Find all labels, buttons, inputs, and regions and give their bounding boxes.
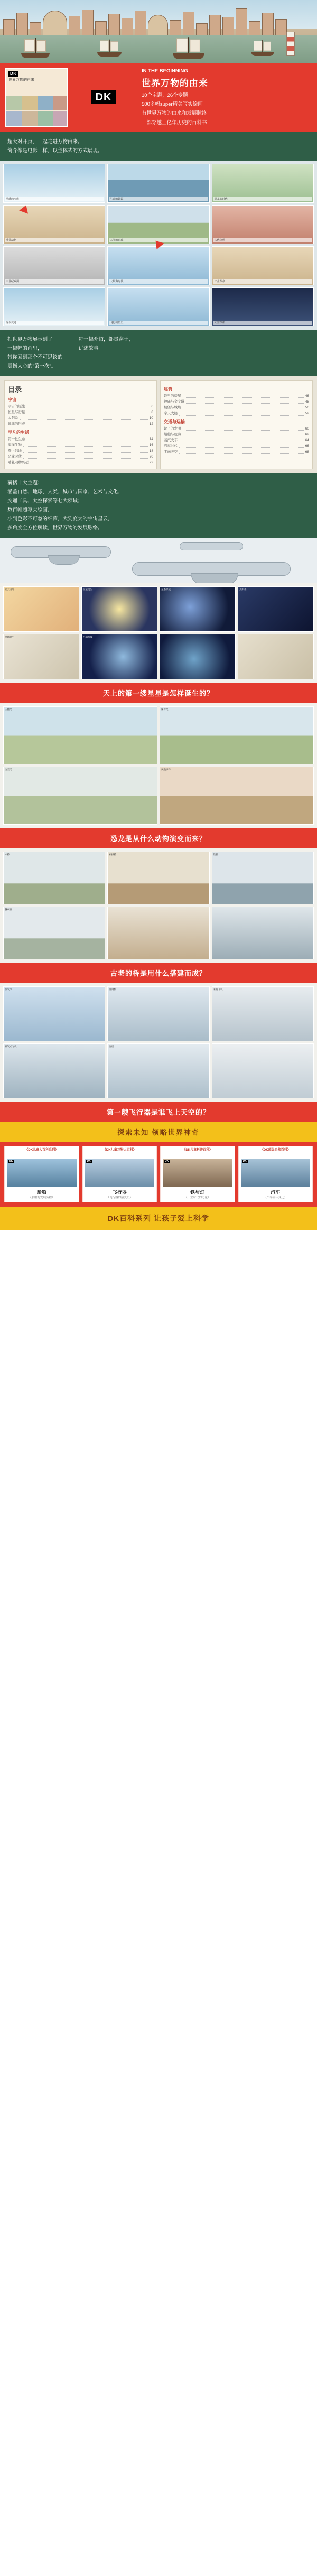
toc-row-label: 哺乳动物兴起 [8, 460, 29, 464]
toc-row-page: 12 [149, 422, 153, 426]
toc-row-label: 第一批生命 [8, 437, 25, 441]
dk-logo: DK [8, 71, 18, 77]
promo-card-series: 《DK超级自然百科》 [260, 1149, 291, 1152]
sailing-ship-icon [251, 39, 274, 56]
toc-row-page: 20 [149, 454, 153, 459]
toc-row[interactable] [164, 405, 309, 410]
banner-bullet-1: 10个主题，26个专题 [142, 92, 188, 98]
related-books-grid [0, 1142, 317, 1207]
panel-caption: 星系形成 [161, 588, 171, 591]
toc-row-page: 48 [305, 400, 309, 404]
book-cover-thumbnail[interactable] [5, 68, 68, 127]
spread-panel[interactable] [3, 907, 105, 959]
spread-thumbnail[interactable] [3, 205, 105, 244]
promo-card-subtitle: （汽车百年变迁） [264, 1196, 287, 1200]
toc-row-page: 6 [151, 405, 153, 409]
promo-card-image [85, 1159, 155, 1187]
dk-logo: DK [87, 1160, 91, 1163]
product-detail-page [0, 0, 317, 1230]
toc-row-label: 摩天大楼 [164, 412, 178, 416]
copy3-line-3: 交通工具、太空探索等七大领域； [7, 498, 83, 504]
spread-caption: 古代文明 [213, 238, 312, 242]
toc-row-page: 16 [149, 443, 153, 447]
spread-panel[interactable] [81, 634, 157, 679]
toc-row-page: 10 [149, 416, 153, 421]
airplane-icon [11, 546, 111, 558]
copy3-line-2: 涵盖自然、地球、人类、城市与国家、艺术与文化、 [7, 489, 123, 495]
spread-panel[interactable] [81, 586, 157, 632]
intro-copy-3 [0, 473, 317, 538]
spread-thumbnail[interactable] [212, 205, 314, 244]
toc-row[interactable] [8, 448, 153, 454]
panel-caption: 太阳系 [239, 588, 247, 591]
spread-thumbnail[interactable] [3, 287, 105, 326]
spread-thumbnail[interactable] [107, 287, 209, 326]
promo-card[interactable] [4, 1146, 79, 1202]
copy2-line-3: 带你回到那个不可思议的 [7, 354, 63, 361]
bridge-spread [0, 848, 317, 963]
toc-row-label: 海洋生物 [8, 443, 22, 447]
spread-thumbnail[interactable] [212, 164, 314, 203]
spread-caption: 工业革命 [213, 279, 312, 284]
spread-panel[interactable] [212, 852, 314, 904]
banner-english-title: IN THE BEGINNING [142, 68, 188, 74]
airplane-icon [132, 562, 291, 576]
spread-thumbnail[interactable] [212, 246, 314, 285]
promo-card-series: 《DK儿童大百科系列》 [25, 1149, 59, 1152]
airplane-icon [180, 542, 243, 550]
spread-thumbnail[interactable] [212, 287, 314, 326]
promo-card-title: 船舶 [36, 1190, 46, 1196]
spread-caption: 恐龙的时代 [213, 197, 312, 201]
panel-caption: 滑翔机 [109, 988, 116, 991]
spread-panel[interactable] [107, 1043, 209, 1098]
hero-illustration [0, 0, 317, 63]
toc-row[interactable] [164, 437, 309, 443]
promo-card-subtitle: （船舶的发展历程） [28, 1196, 55, 1200]
promo-card-title: 飞行器 [112, 1190, 127, 1196]
table-of-contents-spread [0, 376, 317, 473]
spread-panel[interactable] [212, 907, 314, 959]
spread-panel[interactable] [212, 986, 314, 1041]
panel-caption: 悬索桥 [5, 908, 12, 911]
aircraft-illustration-band [0, 538, 317, 583]
promo-card-series: 《DK儿童万物大百科》 [102, 1149, 136, 1152]
toc-row[interactable] [164, 432, 309, 437]
toc-row-page: 64 [305, 438, 309, 442]
panel-caption: 莱特飞机 [213, 988, 223, 991]
sailing-ship-icon [21, 37, 50, 58]
universe-spread [0, 583, 317, 683]
toc-row[interactable] [8, 436, 153, 442]
spread-caption: 大航海时代 [109, 279, 208, 284]
toc-row[interactable] [8, 415, 153, 421]
spread-panel[interactable] [107, 852, 209, 904]
toc-row-page: 46 [305, 394, 309, 398]
toc-row[interactable] [8, 421, 153, 427]
toc-row[interactable] [8, 409, 153, 415]
toc-row[interactable] [164, 443, 309, 449]
spread-panel[interactable] [160, 586, 236, 632]
toc-section-name: 早凡的生活 [8, 430, 29, 435]
banner-text-block [139, 68, 312, 127]
toc-row[interactable] [8, 404, 153, 409]
spread-panel[interactable] [107, 907, 209, 959]
toc-row-label: 城堡与城墙 [164, 406, 181, 410]
toc-row-page: 22 [149, 460, 153, 464]
spread-thumbnail[interactable] [3, 246, 105, 285]
spread-panel[interactable] [3, 1043, 105, 1098]
panel-caption: 木桥 [5, 853, 10, 856]
copy3-line-1: 囊括十大主题： [7, 480, 43, 486]
banner-bullet-3: 有世界万物的由来和发展脉络 [142, 110, 207, 117]
spread-caption: 人类的出现 [109, 238, 208, 242]
toc-row-label: 地球的形成 [8, 422, 25, 426]
spread-panel[interactable] [3, 634, 79, 679]
copy2-line-1: 把世界万物展示到了 [7, 336, 53, 342]
toc-row-page: 14 [149, 437, 153, 441]
panel-caption: 客机 [109, 1045, 114, 1048]
toc-row-label: 最早的房屋 [164, 394, 181, 398]
sailing-ship-icon [173, 36, 204, 59]
toc-row-page: 62 [305, 432, 309, 436]
panel-caption: 恒星诞生 [83, 588, 92, 591]
section-bar-universe: 天上的第一缕星星是怎样诞生的？ [0, 683, 317, 703]
toc-row-page: 68 [305, 450, 309, 454]
panel-caption: 地球诞生 [5, 636, 14, 639]
toc-row[interactable] [8, 442, 153, 448]
toc-row-label: 飞向天空 [164, 450, 178, 454]
spread-panel[interactable] [212, 1043, 314, 1098]
promo-card-image [7, 1159, 77, 1187]
panel-caption: 三叠纪 [5, 708, 12, 711]
toc-row-label: 太阳系 [8, 416, 18, 421]
panel-caption: 热气球 [5, 988, 12, 991]
spread-panel[interactable] [3, 767, 157, 825]
section-bar-bridge: 古老的桥是用什么搭建而成？ [0, 963, 317, 983]
spread-panel[interactable] [160, 767, 314, 825]
copy3-line-6: 多角度全方位解读，世界万物的发展脉络。 [7, 525, 103, 531]
banner-chinese-title: 世界万物的由来 [142, 78, 208, 89]
panel-caption: 月球形成 [83, 636, 92, 639]
toc-row-page: 18 [149, 449, 153, 453]
intro-copy-1-line-2: 简介像是电影一样，以主体式的方式展现。 [7, 147, 103, 154]
copy2-right-2: 讲述故事 [78, 346, 99, 352]
spread-thumbnail[interactable] [107, 164, 209, 203]
panel-caption: 铁桥 [213, 853, 218, 856]
toc-row-label: 蒸汽火车 [164, 438, 178, 442]
dk-logo: DK [165, 1160, 169, 1163]
spread-panel[interactable] [107, 986, 209, 1041]
toc-title: 目录 [8, 386, 22, 394]
promo-card[interactable] [82, 1146, 157, 1202]
section-bar-aircraft: 第一艘飞行器是谁飞上天空的？ [0, 1102, 317, 1122]
lighthouse-icon [286, 32, 295, 56]
spread-panel[interactable] [3, 852, 105, 904]
toc-row[interactable] [164, 393, 309, 399]
toc-row-page: 52 [305, 412, 309, 416]
footer-slogan: DK百科系列 让孩子爱上科学 [0, 1207, 317, 1230]
toc-row[interactable] [164, 399, 309, 405]
panel-caption: 白垩纪 [5, 768, 12, 771]
spread-panel[interactable] [3, 706, 157, 764]
panel-caption: 石拱桥 [109, 853, 116, 856]
toc-row[interactable] [8, 460, 153, 465]
title-block [72, 68, 135, 127]
toc-row-label: 船舶与航海 [164, 432, 181, 436]
panel-caption: 喷气式飞机 [5, 1045, 17, 1048]
toc-row-label: 轮子的发明 [164, 426, 181, 431]
sailing-ship-icon [97, 39, 122, 57]
toc-row[interactable] [164, 449, 309, 455]
cover-image-grid [6, 96, 68, 126]
spread-collage [0, 161, 317, 330]
spread-panel[interactable] [3, 586, 79, 632]
toc-row-label: 宇宙的诞生 [8, 405, 25, 409]
dk-logo: DK [9, 1160, 13, 1163]
spread-caption: 飞行的历史 [109, 321, 208, 325]
spread-caption: 现代交通 [5, 321, 104, 325]
toc-row-label: 登上陆地 [8, 449, 22, 453]
spread-panel[interactable] [160, 706, 314, 764]
spread-thumbnail[interactable] [3, 164, 105, 203]
promo-card[interactable] [238, 1146, 313, 1202]
dk-logo-large: DK [91, 90, 116, 104]
spread-caption: 地球的形成 [5, 197, 104, 201]
promo-card-image [241, 1159, 311, 1187]
copy2-line-2: 一幅幅的画里， [7, 346, 43, 352]
toc-right-page [160, 380, 313, 469]
spread-caption: 中世纪欧洲 [5, 279, 104, 284]
toc-row-label: 汽车时代 [164, 444, 178, 448]
dk-logo: DK [243, 1160, 247, 1163]
spread-panel[interactable] [3, 986, 105, 1041]
promo-header: 探索未知 领略世界神奇 [0, 1122, 317, 1142]
toc-row-label: 恐龙时代 [8, 454, 22, 459]
toc-row[interactable] [164, 410, 309, 416]
toc-row-page: 60 [305, 426, 309, 431]
panel-caption: 侏罗纪 [161, 708, 169, 711]
copy3-line-4: 数百幅超写实绘画， [7, 507, 53, 514]
spread-caption: 哺乳动物 [5, 238, 104, 242]
promo-card-title: 铁与灯 [190, 1190, 205, 1196]
dinosaur-spread [0, 703, 317, 828]
promo-card-subtitle: （飞行器的演变史） [106, 1196, 133, 1200]
skyline-graphic [0, 4, 317, 37]
book-title-banner [0, 63, 317, 132]
toc-row-page: 8 [151, 410, 153, 415]
section-bar-dinosaur: 恐龙是从什么动物演变而来？ [0, 828, 317, 848]
spread-caption: 生命的起源 [109, 197, 208, 201]
promo-card[interactable] [160, 1146, 235, 1202]
spread-thumbnail[interactable] [107, 246, 209, 285]
panel-caption: 灭绝事件 [161, 768, 171, 771]
promo-card-title: 汽车 [271, 1190, 281, 1196]
toc-row[interactable] [164, 426, 309, 432]
spread-caption: 太空探索 [213, 321, 312, 325]
panel-caption: 星云坍缩 [5, 588, 14, 591]
copy2-line-4: 震撼人心的"第一次"。 [7, 363, 57, 370]
promo-card-series: 《DK儿童科普百科》 [182, 1149, 213, 1152]
toc-row-page: 50 [305, 406, 309, 410]
copy2-right-1: 每一幅介绍，都贯穿于， [78, 336, 134, 342]
intro-copy-1-line-1: 超大对开页，一起走进万物由来。 [7, 138, 83, 145]
spread-panel[interactable] [238, 634, 314, 679]
toc-section-name: 交通与运输 [164, 419, 185, 424]
spread-panel[interactable] [160, 634, 236, 679]
toc-row-page: 66 [305, 444, 309, 448]
promo-card-subtitle: （工业时代的力量） [184, 1196, 211, 1200]
toc-section-name: 建筑 [164, 387, 172, 392]
toc-row-label: 神庙与金字塔 [164, 400, 184, 404]
banner-bullet-2: 500多幅super精美写实绘画 [142, 101, 203, 107]
spread-panel[interactable] [238, 586, 314, 632]
toc-row-label: 恒星与行星 [8, 410, 25, 415]
toc-row[interactable] [8, 454, 153, 460]
aircraft-spread [0, 983, 317, 1102]
toc-section-name: 宇宙 [8, 397, 16, 403]
cover-title-text: 世界万物的由来 [8, 78, 34, 82]
intro-copy-2 [0, 330, 317, 376]
intro-copy-1 [0, 132, 317, 161]
toc-left-page [4, 380, 157, 469]
copy3-line-5: 小到色彩不可忽的细菌，大到庞大的宇宙星云， [7, 516, 113, 522]
banner-bullet-4: 一部穿越上亿年历史的百科书 [142, 119, 207, 126]
promo-card-image [163, 1159, 232, 1187]
